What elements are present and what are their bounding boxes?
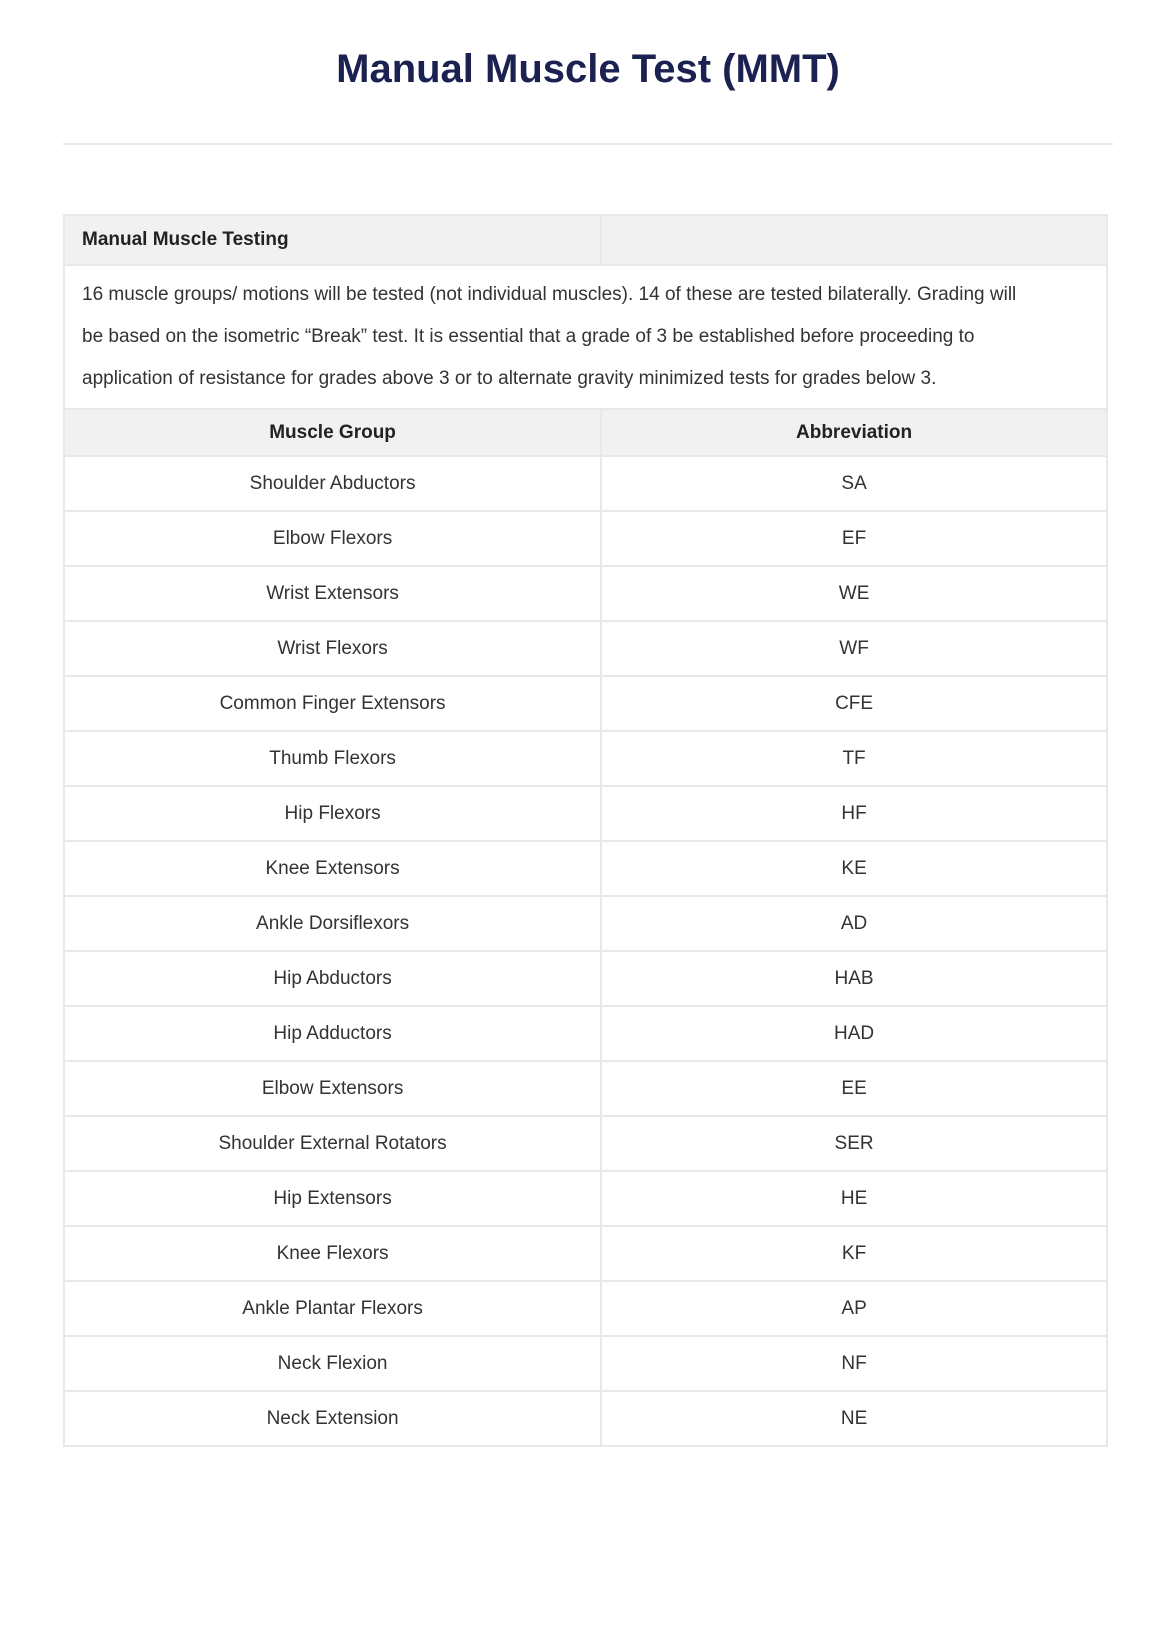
table-row <box>65 620 1106 675</box>
table-row <box>65 1115 1106 1170</box>
muscle-group-cell: Common Finger Extensors <box>65 677 602 730</box>
muscle-group-cell: Knee Flexors <box>65 1227 602 1280</box>
table-row <box>65 785 1106 840</box>
muscle-group-cell: Wrist Flexors <box>65 622 602 675</box>
muscle-group-cell: Hip Flexors <box>65 787 602 840</box>
abbreviation-cell: HE <box>840 1187 868 1209</box>
mmt-table <box>63 214 1108 1447</box>
abbreviation-cell: KF <box>841 1242 867 1264</box>
title-divider <box>63 143 1113 145</box>
table-row <box>65 455 1106 510</box>
muscle-group-cell: Hip Adductors <box>65 1007 602 1060</box>
table-row <box>65 840 1106 895</box>
abbreviation-cell: SER <box>834 1132 874 1154</box>
table-row <box>65 510 1106 565</box>
section-header-spacer <box>602 216 1106 264</box>
column-header-muscle-group: Muscle Group <box>65 410 602 455</box>
muscle-group-cell: Ankle Dorsiflexors <box>65 897 602 950</box>
abbreviation-cell: EF <box>841 527 867 549</box>
column-header-row <box>65 408 1106 455</box>
table-row <box>65 1225 1106 1280</box>
abbreviation-cell: NE <box>840 1407 868 1429</box>
abbreviation-cell: NF <box>841 1352 867 1374</box>
muscle-group-cell: Thumb Flexors <box>65 732 602 785</box>
muscle-group-cell: Knee Extensors <box>65 842 602 895</box>
abbreviation-cell: SA <box>841 472 867 494</box>
table-row <box>65 1335 1106 1390</box>
muscle-group-cell: Ankle Plantar Flexors <box>65 1282 602 1335</box>
abbreviation-cell: WF <box>839 637 869 659</box>
table-row <box>65 1390 1106 1445</box>
muscle-group-cell: Hip Extensors <box>65 1172 602 1225</box>
column-header-abbreviation: Abbreviation <box>796 421 913 443</box>
table-row <box>65 730 1106 785</box>
abbreviation-cell: EE <box>841 1077 867 1099</box>
abbreviation-cell: TF <box>842 747 866 769</box>
table-row <box>65 675 1106 730</box>
table-row <box>65 950 1106 1005</box>
abbreviation-cell: AD <box>840 912 868 934</box>
muscle-group-cell: Shoulder External Rotators <box>65 1117 602 1170</box>
table-row <box>65 1170 1106 1225</box>
description-text: 16 muscle groups/ motions will be tested (not individual muscles). 14 of these are tested bilaterally. Grading will be based on the isometric “Break” test. It is essential that a grade of 3 be established before proceeding to application of resistance for grades above 3 or to alternate gravity minimized tests for grades below 3. <box>82 284 1017 389</box>
muscle-group-cell: Wrist Extensors <box>65 567 602 620</box>
table-row <box>65 1060 1106 1115</box>
table-row <box>65 1005 1106 1060</box>
abbreviation-cell: CFE <box>835 692 874 714</box>
abbreviation-cell: HAD <box>834 1022 875 1044</box>
section-header-row <box>65 216 1106 264</box>
section-title: Manual Muscle Testing <box>65 216 602 264</box>
abbreviation-cell: HF <box>841 802 867 824</box>
muscle-group-cell: Elbow Extensors <box>65 1062 602 1115</box>
table-row <box>65 565 1106 620</box>
table-row <box>65 895 1106 950</box>
abbreviation-cell: WE <box>838 582 870 604</box>
page-title: Manual Muscle Test (MMT) <box>336 47 840 91</box>
abbreviation-cell: HAB <box>834 967 874 989</box>
muscle-group-cell: Neck Flexion <box>65 1337 602 1390</box>
abbreviation-cell: AP <box>841 1297 867 1319</box>
muscle-group-cell: Hip Abductors <box>65 952 602 1005</box>
muscle-group-cell: Shoulder Abductors <box>65 457 602 510</box>
description-row <box>65 264 1106 408</box>
table-row <box>65 1280 1106 1335</box>
abbreviation-cell: KE <box>841 857 867 879</box>
muscle-table-body <box>65 455 1106 1445</box>
muscle-group-cell: Elbow Flexors <box>65 512 602 565</box>
muscle-group-cell: Neck Extension <box>65 1392 602 1445</box>
